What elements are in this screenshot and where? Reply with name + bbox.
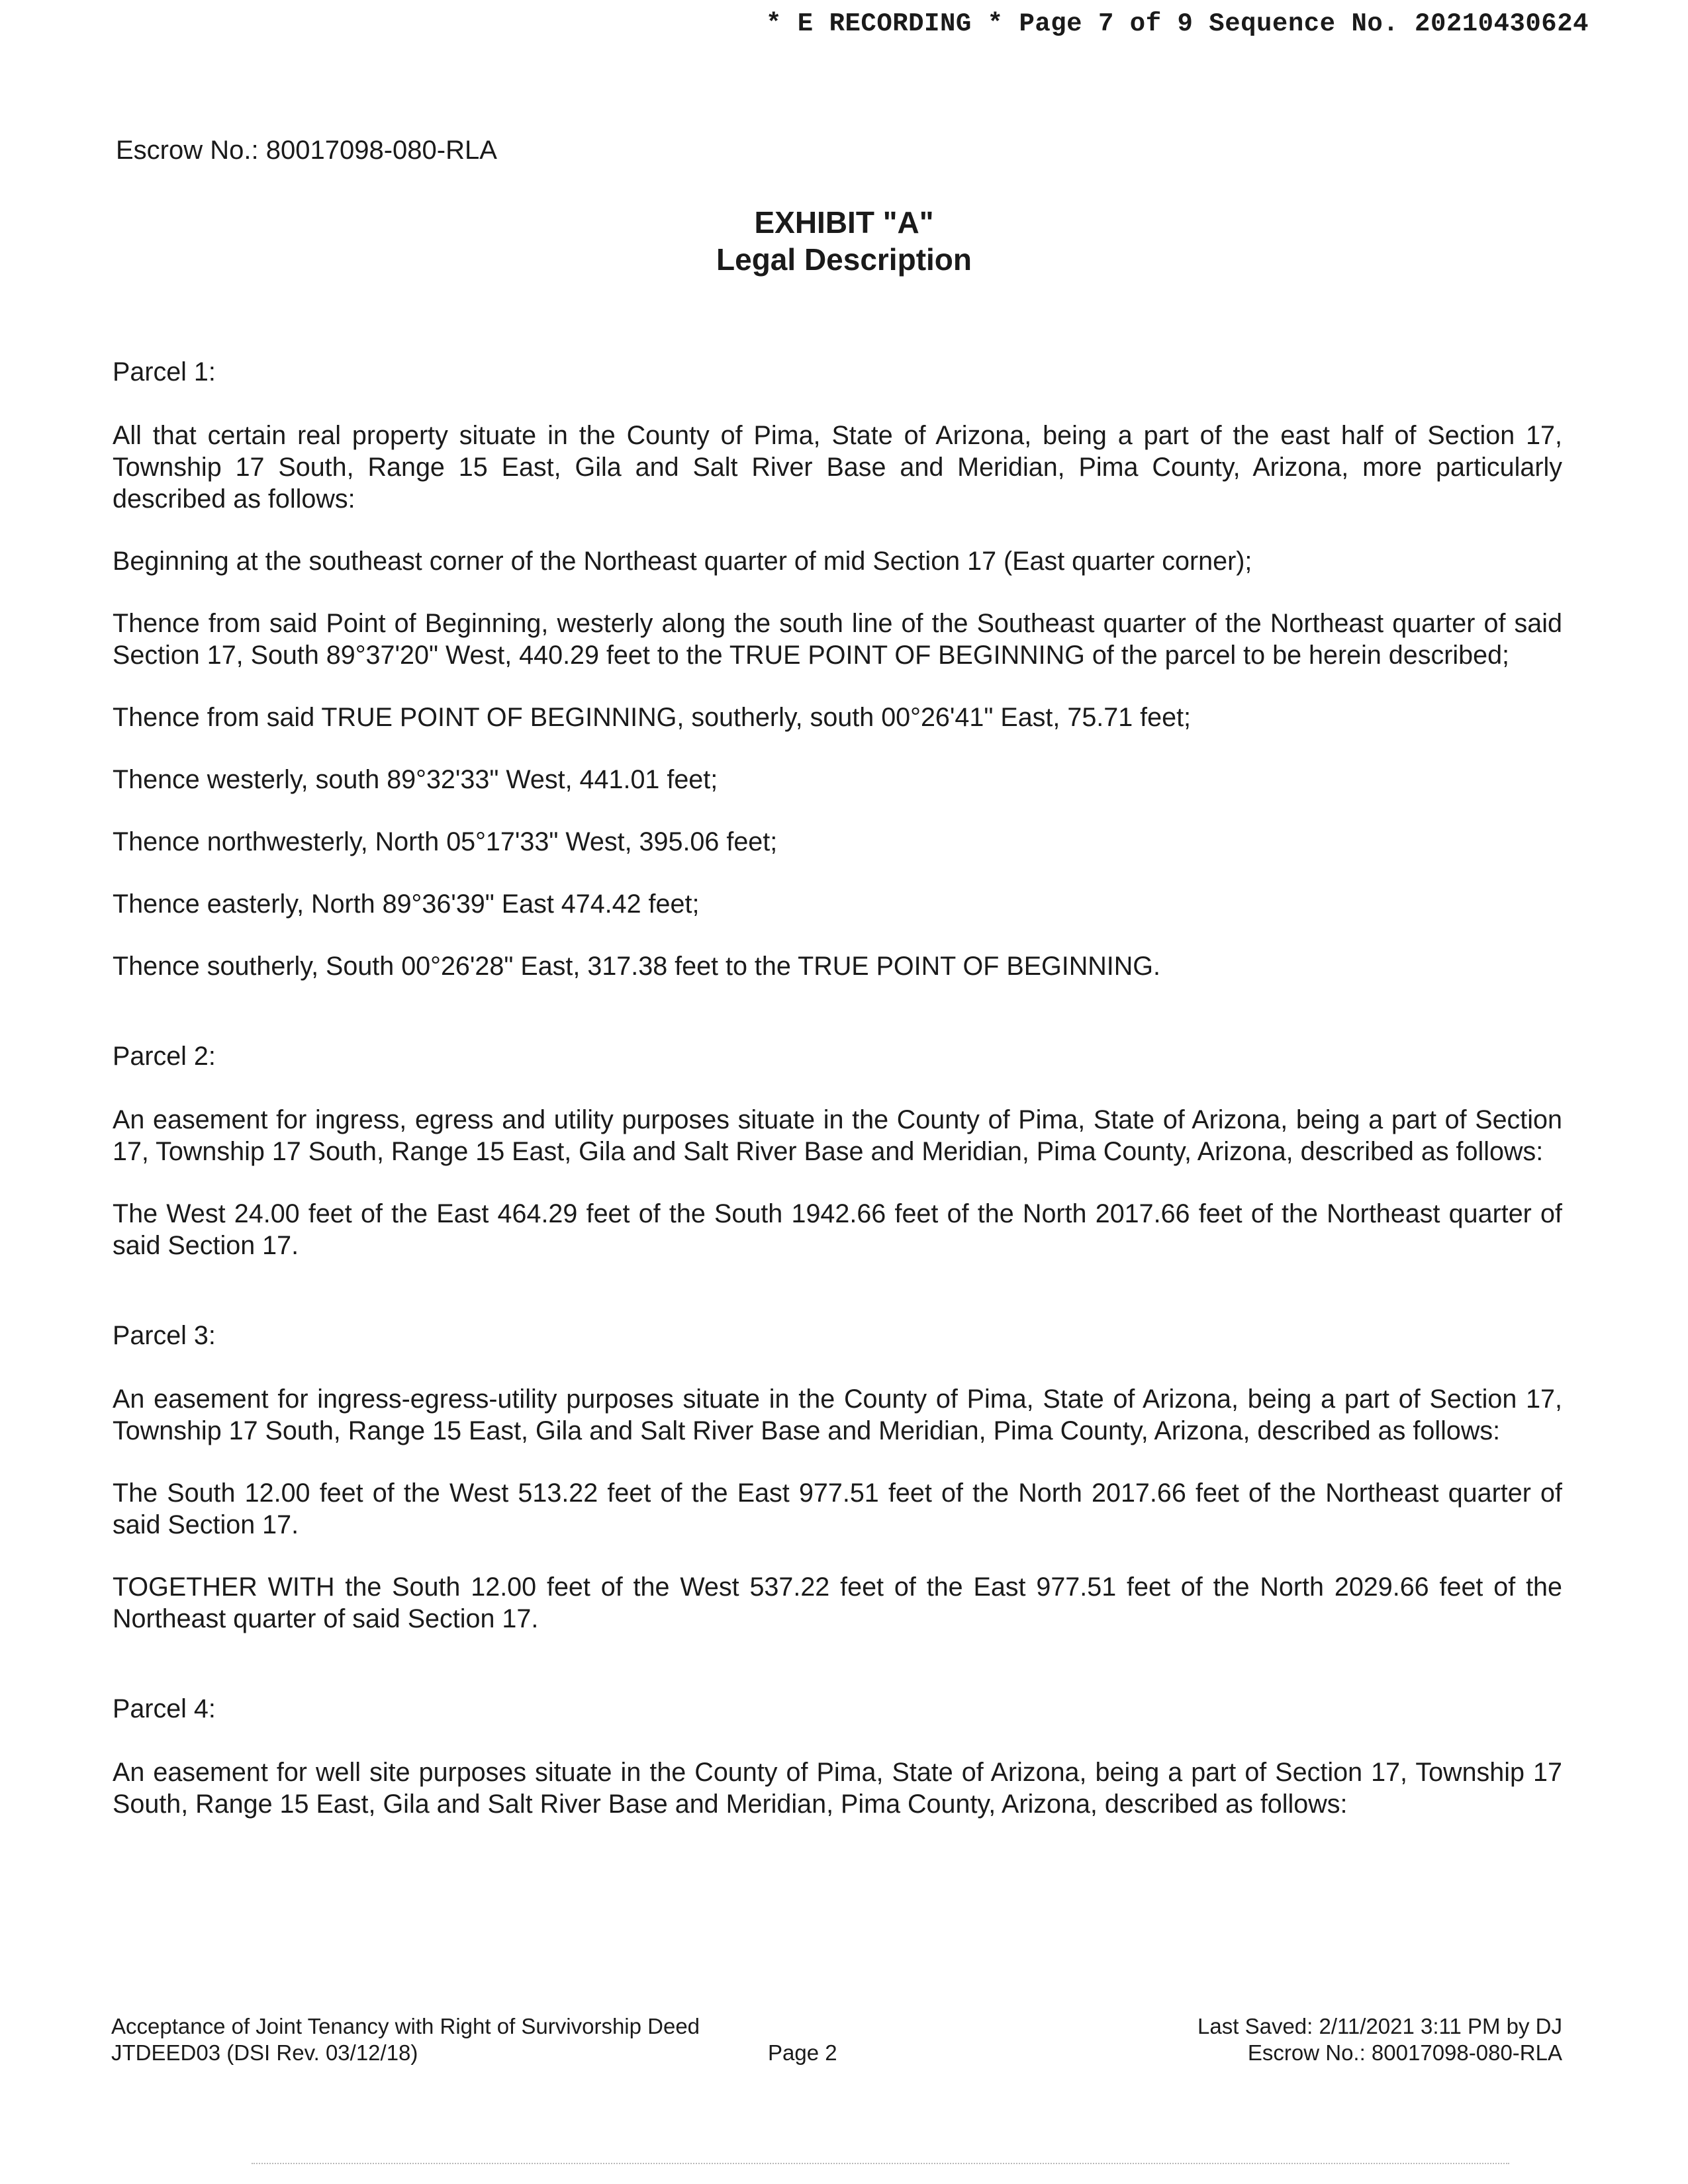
footer-document-info bbox=[111, 2013, 700, 2066]
parcel-2 bbox=[113, 1040, 1562, 1261]
parcel-paragraph: Thence northwesterly, North 05°17'33" West, 395.06 feet; bbox=[113, 827, 778, 856]
footer-escrow-number: Escrow No.: 80017098-080-RLA bbox=[1247, 2040, 1562, 2065]
escrow-number: Escrow No.: 80017098-080-RLA bbox=[116, 136, 497, 165]
parcel-paragraph: Thence from said Point of Beginning, westerly along the south line of the Southeast quarter of the Northeast quarter of said Section 17, South 89°37'20" West, 440.29 feet to the TRUE POINT OF BEGINNING of the parcel to be herein described; bbox=[113, 609, 1562, 670]
scan-artifact-divider bbox=[252, 2163, 1509, 2164]
parcel-paragraph: Thence easterly, North 89°36'39" East 474.42 feet; bbox=[113, 889, 700, 919]
parcel-4 bbox=[113, 1693, 1562, 1820]
parcel-paragraph: The South 12.00 feet of the West 513.22 feet of the East 977.51 feet of the North 2017.66 feet of the Northeast quarter of said Section 17. bbox=[113, 1479, 1562, 1539]
footer-form-id: JTDEED03 (DSI Rev. 03/12/18) bbox=[111, 2040, 418, 2065]
footer-save-info bbox=[1197, 2013, 1562, 2066]
parcel-paragraph: Thence westerly, south 89°32'33" West, 441.01 feet; bbox=[113, 765, 718, 794]
parcel-paragraph: All that certain real property situate in the County of Pima, State of Arizona, being a part of the east half of Section 17, Township 17 South, Range 15 East, Gila and Salt River Base and Meridian, Pima County, Arizona, more particularly described as follows: bbox=[113, 421, 1562, 514]
parcel-title: Parcel 4: bbox=[113, 1694, 216, 1723]
parcel-paragraph: The West 24.00 feet of the East 464.29 feet of the South 1942.66 feet of the North 2017.66 feet of the Northeast quarter of said Section 17. bbox=[113, 1199, 1562, 1260]
parcel-paragraph: Thence from said TRUE POINT OF BEGINNING, southerly, south 00°26'41" East, 75.71 feet; bbox=[113, 703, 1192, 732]
exhibit-heading bbox=[0, 204, 1688, 278]
parcel-3 bbox=[113, 1320, 1562, 1635]
parcel-paragraph: An easement for ingress, egress and utility purposes situate in the County of Pima, State of Arizona, being a part of Section 17, Township 17 South, Range 15 East, Gila and Salt River Base and Meridian, Pima County, Arizona, described as follows: bbox=[113, 1105, 1562, 1166]
parcel-title: Parcel 2: bbox=[113, 1042, 216, 1071]
parcel-paragraph: An easement for ingress-egress-utility purposes situate in the County of Pima, State of Arizona, being a part of Section 17, Township 17 South, Range 15 East, Gila and Salt River Base and Meridian, Pima County, Arizona, described as follows: bbox=[113, 1385, 1562, 1445]
parcel-title: Parcel 1: bbox=[113, 357, 216, 387]
exhibit-subtitle: Legal Description bbox=[716, 242, 972, 277]
parcel-title: Parcel 3: bbox=[113, 1321, 216, 1350]
exhibit-title: EXHIBIT "A" bbox=[754, 205, 934, 240]
parcel-1 bbox=[113, 356, 1562, 982]
parcel-paragraph: An easement for well site purposes situate in the County of Pima, State of Arizona, being a part of Section 17, Township 17 South, Range 15 East, Gila and Salt River Base and Meridian, Pima County, Arizona, described as follows: bbox=[113, 1758, 1562, 1819]
parcel-paragraph: Beginning at the southeast corner of the Northeast quarter of mid Section 17 (East quarter corner); bbox=[113, 547, 1252, 576]
footer-page-number: Page 2 bbox=[768, 2040, 837, 2065]
parcel-paragraph: Thence southerly, South 00°26'28" East, 317.38 feet to the TRUE POINT OF BEGINNING. bbox=[113, 952, 1161, 981]
footer-last-saved: Last Saved: 2/11/2021 3:11 PM by DJ bbox=[1197, 2014, 1562, 2038]
recording-header: * E RECORDING * Page 7 of 9 Sequence No. 20210430624 bbox=[766, 9, 1589, 38]
footer-doc-title: Acceptance of Joint Tenancy with Right of Survivorship Deed bbox=[111, 2014, 700, 2038]
parcel-paragraph: TOGETHER WITH the South 12.00 feet of the West 537.22 feet of the East 977.51 feet of the North 2029.66 feet of the Northeast quarter of said Section 17. bbox=[113, 1572, 1562, 1633]
legal-description bbox=[113, 356, 1562, 1820]
